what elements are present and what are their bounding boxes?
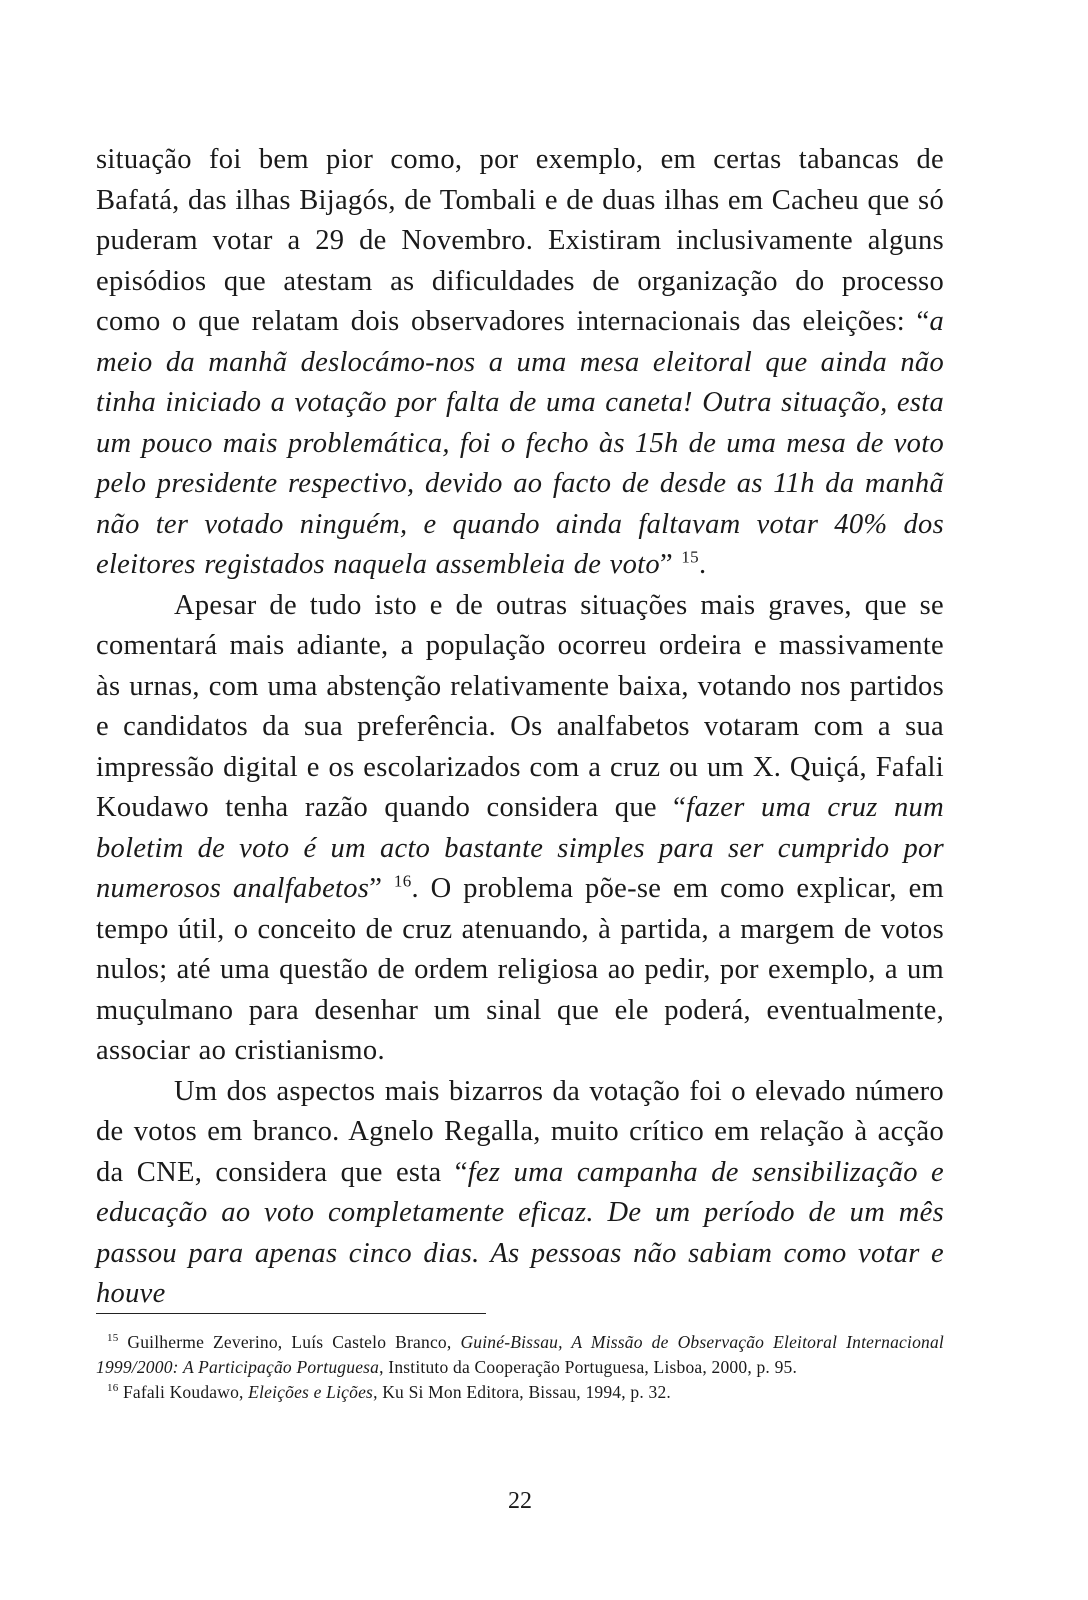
footnote-number: 16 <box>107 1382 119 1395</box>
footnote-ref-16: 16 <box>393 871 412 891</box>
footnote-divider <box>96 1313 486 1314</box>
footnotes <box>96 1330 944 1405</box>
footnote-text: Guilherme Zeverino, Luís Castelo Branco, <box>118 1332 461 1352</box>
footnote-title: Guiné-Bissau, A Missão de Observação Eleitoral Internacional 1999/2000: A Participação Portuguesa <box>96 1332 944 1377</box>
footnote-text: , Instituto da Cooperação Portuguesa, Lisboa, 2000, p. 95. <box>379 1357 798 1377</box>
footnote-16 <box>96 1380 944 1405</box>
quote-close: ” <box>659 549 682 580</box>
quote-close: ” <box>369 873 394 904</box>
paragraph-2-end: . O problema põe-se em como explicar, em tempo útil, o conceito de cruz atenuando, à partida, a margem de votos nulos; até uma questão de ordem religiosa ao pedir, por exemplo, a um muçulmano para desenhar um sinal que ele poderá, eventualmente, associar ao cristianismo. <box>96 873 945 1066</box>
main-text <box>96 140 944 1315</box>
footnote-text: Fafali Koudawo, <box>118 1382 249 1402</box>
paragraph-1 <box>96 140 944 586</box>
paragraph-3-text: Um dos aspectos mais bizarros da votação foi o elevado número de votos em branco. Agnelo Regalla, muito crítico em relação à acção da CNE, considera que esta “ <box>96 1075 944 1188</box>
paragraph-2 <box>96 586 944 1072</box>
quote-regalla: fez uma campanha de sensibilização e educação ao voto completamente eficaz. De um período de um mês passou para apenas cinco dias. As pessoas não sabiam como votar e houve <box>96 1156 944 1309</box>
quote-observers: a meio da manhã deslocámo-nos a uma mesa eleitoral que ainda não tinha iniciado a votação por falta de uma caneta! Outra situação, esta um pouco mais problemática, foi o fecho às 15h de uma mesa de voto pelo presidente respectivo, devido ao facto de desde as 11h da manhã não ter votado ninguém, e quando ainda faltavam votar 40% dos eleitores registados naquela assembleia de voto <box>96 306 944 580</box>
footnote-text: , Ku Si Mon Editora, Bissau, 1994, p. 32. <box>373 1382 671 1402</box>
footnote-number: 15 <box>107 1332 119 1345</box>
quote-koudawo: fazer uma cruz num boletim de voto é um acto bastante simples para ser cumprido por numerosos analfabetos <box>96 792 944 904</box>
paragraph-3 <box>96 1072 944 1315</box>
paragraph-1-text: situação foi bem pior como, por exemplo, em certas tabancas de Bafatá, das ilhas Bijagós, de Tombali e de duas ilhas em Cacheu que só puderam votar a 29 de Novembro. Existiram inclusivamente alguns episódios que atestam as dificuldades de organização do processo como o que relatam dois observadores internacionais das eleições: “ <box>96 144 944 337</box>
paragraph-1-end: . <box>698 549 707 580</box>
footnote-title: Eleições e Lições <box>248 1382 374 1402</box>
page-number: 22 <box>508 1488 532 1514</box>
footnote-ref-15: 15 <box>681 547 699 567</box>
footnote-15 <box>96 1330 944 1380</box>
paragraph-2-text: Apesar de tudo isto e de outras situações mais graves, que se comentará mais adiante, a população ocorreu ordeira e massivamente às urnas, com uma abstenção relativamente baixa, votando nos partidos e candidatos da sua preferência. Os analfabetos votaram com a sua impressão digital e os escolarizados com a cruz ou um X. Quiçá, Fafali Koudawo tenha razão quando considera que “ <box>96 589 944 823</box>
